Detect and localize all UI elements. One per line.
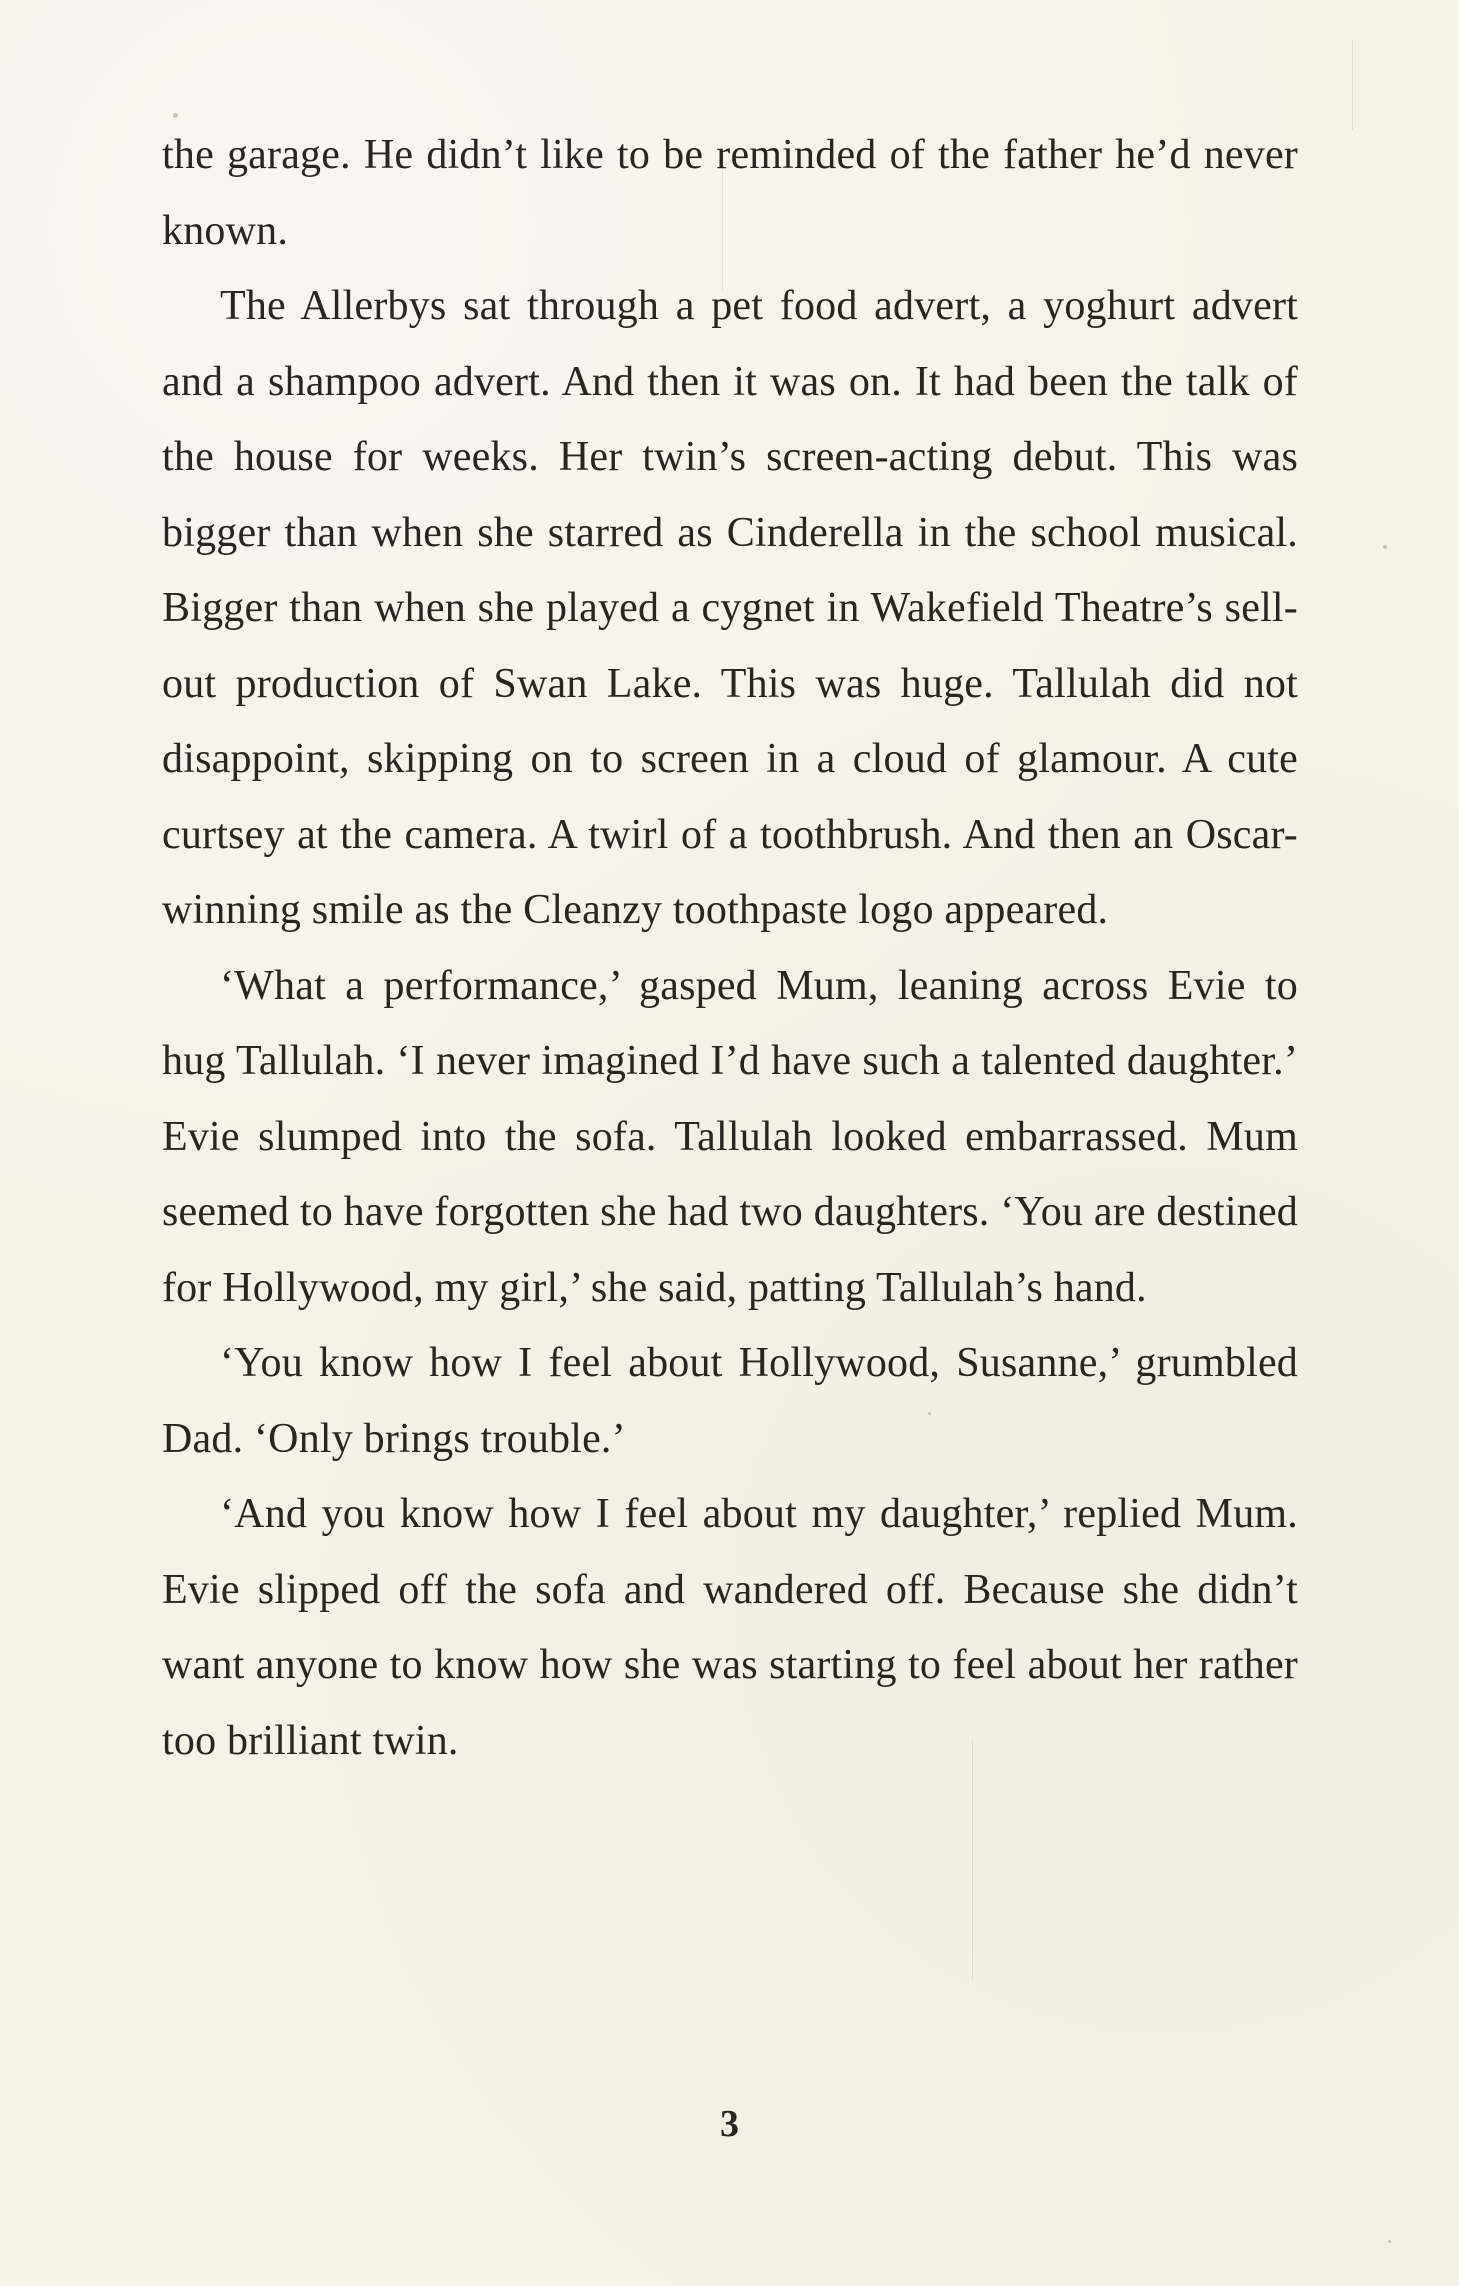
- body-text: [162, 118, 1298, 1779]
- page-number: 3: [720, 2103, 739, 2145]
- paragraph: The Allerbys sat through a pet food advert, a yoghurt advert and a shampoo advert. And then it was on. It had been the talk of the house for weeks. Her twin’s screen-acting debut. This was bigger than when she starred as Cinderella in the school musical. Bigger than when she played a cygnet in Wakefield Theatre’s sell-out production of Swan Lake. This was huge. Tallulah did not disappoint, skipping on to screen in a cloud of glamour. A cute curtsey at the camera. A twirl of a toothbrush. And then an Oscar-winning smile as the Cleanzy toothpaste logo appeared.: [162, 283, 1298, 933]
- paper-speck: [1388, 2240, 1391, 2243]
- paper-speck: [1383, 545, 1387, 549]
- page-crease-mark: [1352, 40, 1353, 130]
- paragraph: ‘You know how I feel about Hollywood, Susanne,’ grumbled Dad. ‘Only brings trouble.’: [162, 1340, 1298, 1462]
- paragraph: ‘And you know how I feel about my daughter,’ replied Mum. Evie slipped off the sofa and wandered off. Because she didn’t want anyone to know how she was starting to feel about her rather too brilliant twin.: [162, 1491, 1298, 1764]
- paragraph: ‘What a performance,’ gasped Mum, leaning across Evie to hug Tallulah. ‘I never imagined I’d have such a talented daughter.’ Evie slumped into the sofa. Tallulah looked embarrassed. Mum seemed to have forgotten she had two daughters. ‘You are destined for Hollywood, my girl,’ she said, patting Tallulah’s hand.: [162, 962, 1298, 1311]
- paragraph: the garage. He didn’t like to be reminded of the father he’d never known.: [162, 132, 1298, 254]
